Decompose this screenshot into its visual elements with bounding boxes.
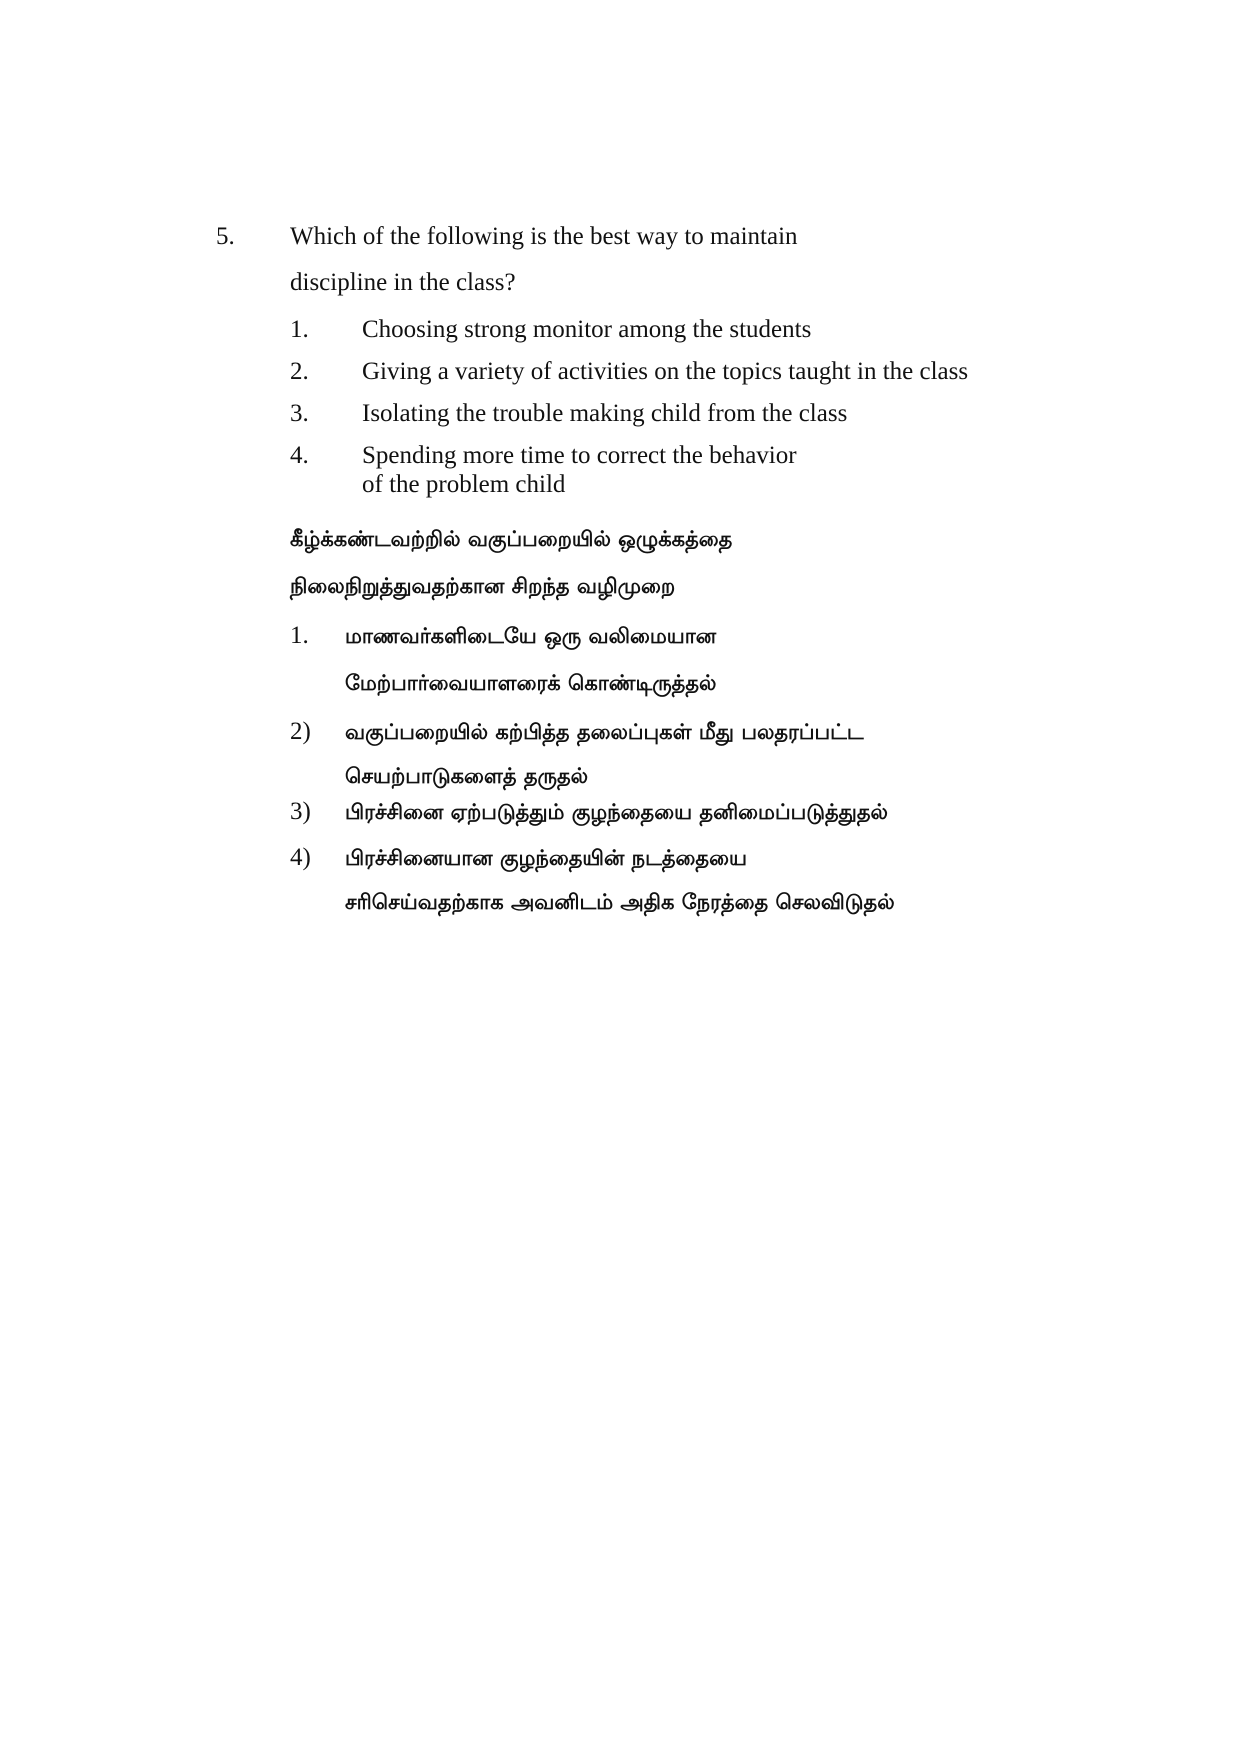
option-ta-3-number: 3) <box>290 798 311 825</box>
option-ta-2-number: 2) <box>290 718 311 745</box>
option-ta-1-text-line1: மாணவர்களிடையே ஒரு வலிமையான <box>345 624 717 648</box>
question-text-en-line1: Which of the following is the best way to maintain <box>290 223 798 250</box>
option-ta-1-text-line2: மேற்பார்வையாளரைக் கொண்டிருத்தல் <box>345 671 717 695</box>
question-text-ta-line1: கீழ்க்கண்டவற்றில் வகுப்பறையில் ஒழுக்கத்தை <box>290 527 733 551</box>
option-ta-4-text-line1: பிரச்சினையான குழந்தையின் நடத்தையை <box>345 846 747 870</box>
option-en-3-text: Isolating the trouble making child from the class <box>362 400 848 427</box>
option-en-3-number: 3. <box>290 400 309 427</box>
option-en-1-number: 1. <box>290 316 309 343</box>
option-ta-1-number: 1. <box>290 622 309 649</box>
option-ta-2-text-line1: வகுப்பறையில் கற்பித்த தலைப்புகள் மீது பலதரப்பட்ட <box>345 720 864 744</box>
option-ta-2-text-line2: செயற்பாடுகளைத் தருதல் <box>345 764 589 788</box>
option-en-2-text: Giving a variety of activities on the topics taught in the class <box>362 358 969 385</box>
question-number: 5. <box>216 223 235 250</box>
option-en-2-number: 2. <box>290 358 309 385</box>
option-ta-4-text-line2: சரிசெய்வதற்காக அவனிடம் அதிக நேரத்தை செலவிடுதல் <box>345 890 895 914</box>
option-ta-4-number: 4) <box>290 844 311 871</box>
option-ta-3-text: பிரச்சினை ஏற்படுத்தும் குழந்தையை தனிமைப்படுத்துதல் <box>345 800 888 824</box>
option-en-4-text-line2: of the problem child <box>362 471 566 498</box>
option-en-4-text-line1: Spending more time to correct the behavior <box>362 442 797 469</box>
question-text-en-line2: discipline in the class? <box>290 269 516 296</box>
option-en-1-text: Choosing strong monitor among the students <box>362 316 812 343</box>
option-en-4-number: 4. <box>290 442 309 469</box>
question-text-ta-line2: நிலைநிறுத்துவதற்கான சிறந்த வழிமுறை <box>290 574 676 598</box>
